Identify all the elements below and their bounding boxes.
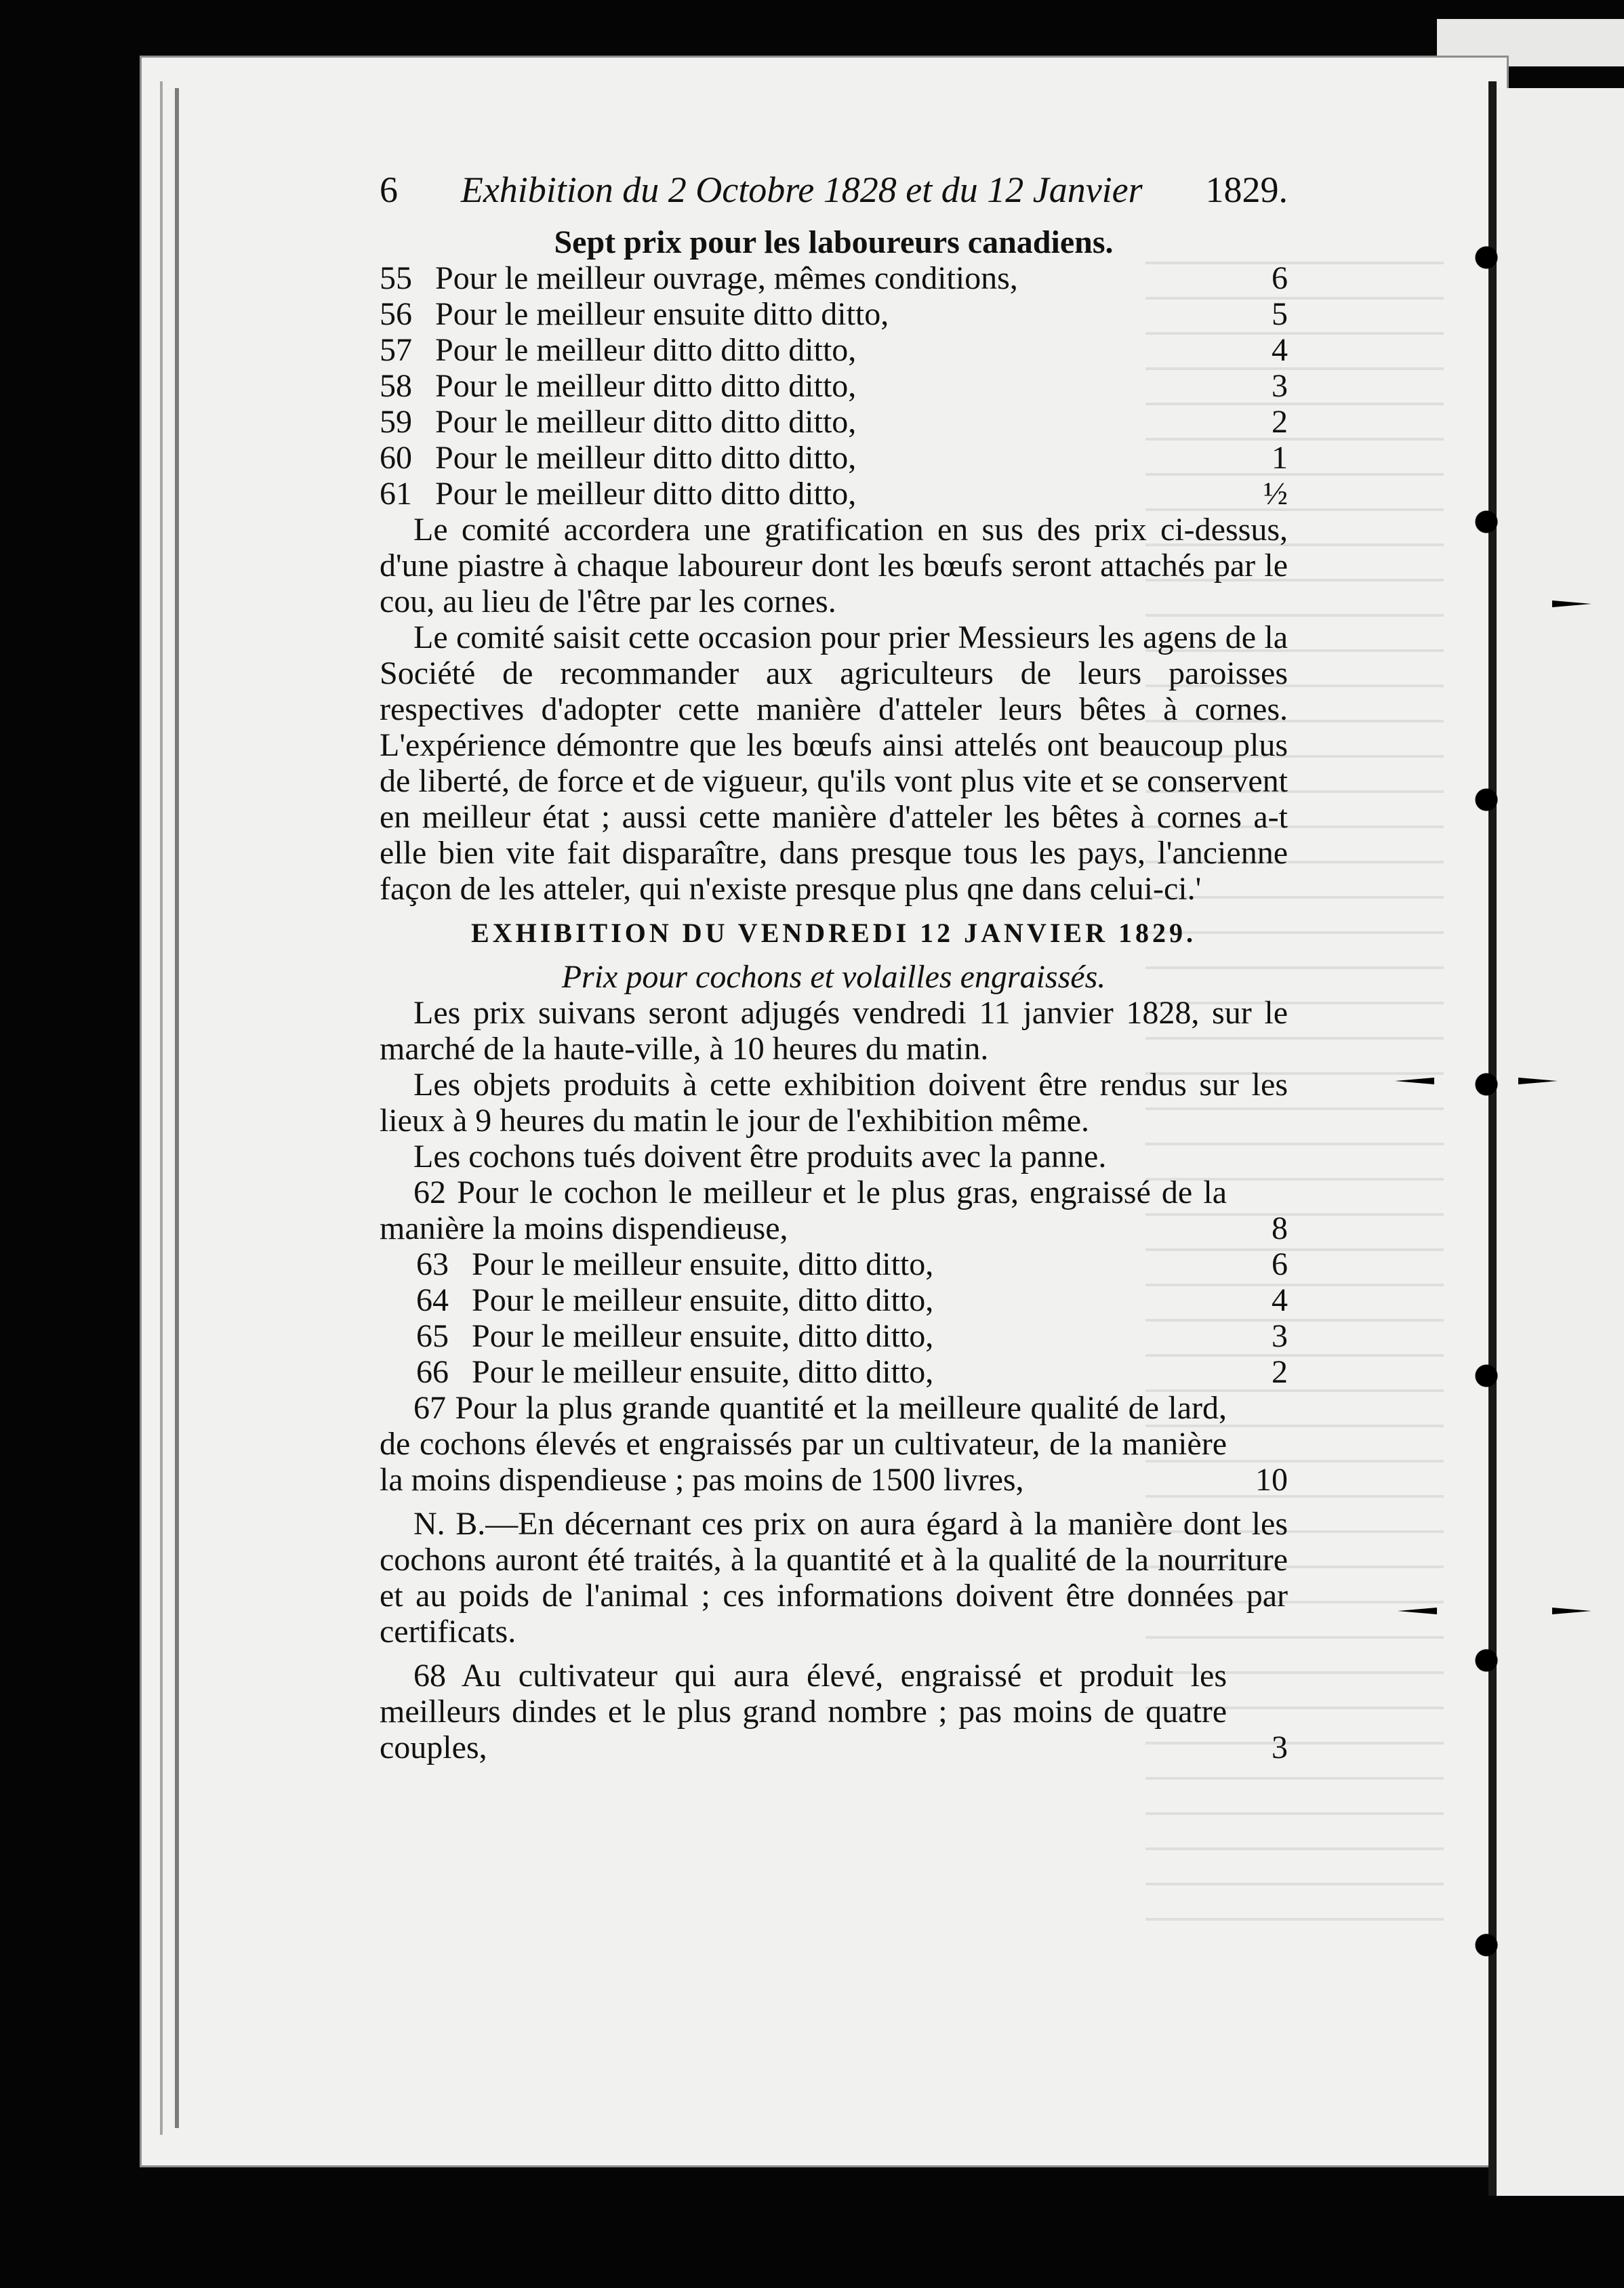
prize-number: 66 [416, 1354, 449, 1390]
prize-row [380, 1354, 1288, 1390]
prize-value: 4 [1272, 332, 1288, 368]
prize-value: 5 [1272, 296, 1288, 332]
page-text [380, 169, 1288, 1765]
page-margin-line [175, 88, 179, 2128]
paragraph: Les prix suivans seront adjugés vendredi 11 janvier 1828, sur le marché de la haute-ville, à 10 heures du matin. [380, 995, 1288, 1067]
prize-text: Pour le meilleur ensuite, ditto ditto, [472, 1246, 934, 1282]
prize-number: 65 [416, 1318, 449, 1354]
prize-value: 6 [1272, 260, 1288, 296]
prize-row [380, 260, 1288, 296]
prize-text: 62 Pour le cochon le meilleur et le plus gras, engraissé de la manière la moins dispendieuse, [380, 1174, 1227, 1246]
binding-stitch [1471, 1355, 1502, 1396]
prize-row [380, 404, 1288, 440]
prize-number: 60 [380, 440, 412, 476]
running-year: 1829. [1205, 169, 1288, 210]
prize-value: 2 [1272, 1354, 1288, 1390]
prize-number: 58 [380, 368, 412, 404]
prize-text: Pour le meilleur ensuite ditto ditto, [435, 296, 889, 332]
prize-value: ½ [1263, 476, 1288, 512]
prize-text: 67 Pour la plus grande quantité et la meilleure qualité de lard, de cochons élevés et engraissés par un cultivateur, de la manière la moins dispendieuse ; pas moins de 1500 livres, [380, 1390, 1227, 1498]
prize-value: 3 [1272, 1730, 1288, 1765]
spine-edge [1488, 81, 1497, 2196]
prize-value: 2 [1272, 404, 1288, 440]
prize-text: Pour le meilleur ditto ditto ditto, [435, 404, 857, 440]
page-number: 6 [380, 169, 398, 210]
prize-row [380, 332, 1288, 368]
prize-number: 64 [416, 1282, 449, 1318]
prize-entry [380, 1174, 1288, 1246]
prize-number: 55 [380, 260, 412, 296]
prize-number: 56 [380, 296, 412, 332]
paragraph: Le comité accordera une gratification en sus des prix ci-dessus, d'une piastre à chaque laboureur dont les bœufs seront attachés par le cou, au lieu de l'être par les cornes. [380, 512, 1288, 619]
prize-value: 10 [1255, 1462, 1288, 1498]
binding-stitch [1471, 1064, 1502, 1105]
prize-value: 1 [1272, 440, 1288, 476]
prize-row [380, 1282, 1288, 1318]
paragraph: Les objets produits à cette exhibition doivent être rendus sur les lieux à 9 heures du matin le jour de l'exhibition même. [380, 1067, 1288, 1139]
prize-text: Pour le meilleur ouvrage, mêmes conditions, [435, 260, 1018, 296]
prize-number: 61 [380, 476, 412, 512]
page-edge-line [160, 81, 163, 2135]
prize-value: 3 [1272, 368, 1288, 404]
prize-text: Pour le meilleur ditto ditto ditto, [435, 368, 857, 404]
prize-number: 63 [416, 1246, 449, 1282]
binding-stitch [1471, 779, 1502, 820]
prize-entry [380, 1390, 1288, 1498]
prize-text: Pour le meilleur ditto ditto ditto, [435, 476, 857, 512]
binding-stitch [1471, 502, 1502, 542]
prize-row [380, 1246, 1288, 1282]
prize-number: 57 [380, 332, 412, 368]
prize-text: 68 Au cultivateur qui aura élevé, engraissé et produit les meilleurs dindes et le plus grand nombre ; pas moins de quatre couples, [380, 1658, 1227, 1765]
prize-text: Pour le meilleur ensuite, ditto ditto, [472, 1318, 934, 1354]
prize-text: Pour le meilleur ensuite, ditto ditto, [472, 1354, 934, 1390]
prize-row [380, 1318, 1288, 1354]
prize-entry [380, 1658, 1288, 1765]
binding-stitch [1471, 1925, 1502, 1965]
binding-stitch [1471, 237, 1502, 278]
facing-page [1497, 88, 1624, 2196]
prize-value: 8 [1272, 1210, 1288, 1246]
prize-row [380, 440, 1288, 476]
prize-row [380, 476, 1288, 512]
paragraph: Le comité saisit cette occasion pour prier Messieurs les agens de la Société de recommander aux agriculteurs de leurs paroisses respectives d'adopter cette manière d'atteler leurs bêtes à cornes. L'expérience démontre que les bœufs ainsi attelés ont beaucoup plus de liberté, de force et de vigueur, qu'ils vont plus vite et se conservent en meilleur état ; aussi cette manière d'atteler les bêtes à cornes a-t elle bien vite fait disparaître, dans presque tous les pays, l'ancienne façon de les atteler, qui n'existe presque plus qne dans celui-ci.' [380, 619, 1288, 907]
prize-text: Pour le meilleur ensuite, ditto ditto, [472, 1282, 934, 1318]
prize-row [380, 368, 1288, 404]
section-subheading: Prix pour cochons et volailles engraissés. [561, 959, 1106, 995]
exhibition-heading: EXHIBITION DU VENDREDI 12 JANVIER 1829. [471, 918, 1196, 948]
prize-number: 59 [380, 404, 412, 440]
prize-value: 3 [1272, 1318, 1288, 1354]
prize-text: Pour le meilleur ditto ditto ditto, [435, 440, 857, 476]
prize-row [380, 296, 1288, 332]
nota-bene: N. B.—En décernant ces prix on aura égard à la manière dont les cochons auront été traités, à la quantité et à la qualité de la nourriture et au poids de l'animal ; ces informations doivent être données par certificats. [380, 1506, 1288, 1650]
binding-stitch [1471, 1640, 1502, 1681]
prize-value: 6 [1272, 1246, 1288, 1282]
prize-value: 4 [1272, 1282, 1288, 1318]
prize-text: Pour le meilleur ditto ditto ditto, [435, 332, 857, 368]
running-title: Exhibition du 2 Octobre 1828 et du 12 Janvier [460, 169, 1143, 210]
paragraph: Les cochons tués doivent être produits avec la panne. [413, 1139, 1107, 1174]
section-heading: Sept prix pour les laboureurs canadiens. [554, 224, 1114, 260]
running-head [380, 169, 1288, 210]
